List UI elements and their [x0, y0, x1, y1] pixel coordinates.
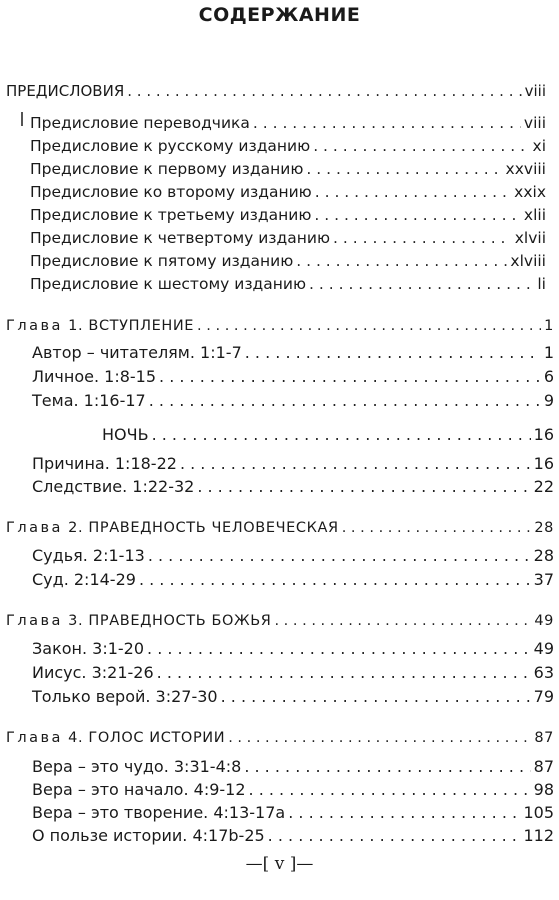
chapter-prefix: Глава: [6, 730, 63, 746]
leader-dots: [315, 181, 511, 203]
chapter-title: 4. ГОЛОС ИСТОРИИ: [68, 730, 226, 746]
toc-section-prefaces[interactable]: [6, 80, 546, 102]
toc-label: Предисловие к пятому изданию: [30, 252, 294, 270]
toc-label: [6, 610, 271, 632]
leader-dots: [244, 756, 530, 778]
toc-label: [6, 727, 225, 749]
toc-label: Предисловие к четвертому изданию: [30, 229, 331, 247]
toc-page-number: 87: [533, 757, 554, 776]
toc-entry[interactable]: [32, 366, 554, 388]
toc-entry[interactable]: [32, 342, 554, 364]
toc-page-number: 105: [523, 803, 554, 822]
toc-page-number: 28: [533, 546, 554, 565]
toc-label: Личное. 1:8-15: [32, 367, 157, 386]
toc-chapter-3[interactable]: [6, 610, 554, 632]
leader-dots: [253, 112, 521, 134]
toc-label: Вера – это начало. 4:9-12: [32, 780, 246, 799]
leader-dots: [306, 158, 502, 180]
leader-dots: [228, 727, 531, 749]
toc-label: Предисловие переводчика: [30, 114, 250, 132]
toc-label: Причина. 1:18-22: [32, 454, 177, 473]
toc-entry[interactable]: [30, 181, 546, 203]
toc-page-number: 98: [533, 780, 554, 799]
leader-dots: [313, 135, 529, 157]
toc-entry[interactable]: [32, 569, 554, 591]
toc-label: Предисловие к русскому изданию: [30, 137, 311, 155]
toc-label: Автор – читателям. 1:1-7: [32, 343, 242, 362]
toc-entry[interactable]: [30, 204, 546, 226]
toc-entry[interactable]: [30, 227, 546, 249]
leader-dots: [333, 227, 512, 249]
toc-page-number: 28: [534, 520, 554, 536]
toc-page-number: 37: [533, 570, 554, 589]
leader-dots: [180, 453, 531, 475]
toc-label: НОЧЬ: [102, 425, 149, 444]
toc-page-number: 9: [543, 391, 554, 410]
toc-label: Предисловие ко второму изданию: [30, 183, 312, 201]
leader-dots: [197, 315, 541, 337]
toc-entry[interactable]: [32, 453, 554, 475]
toc-page-number: 63: [533, 663, 554, 682]
toc-label: Судья. 2:1-13: [32, 546, 145, 565]
toc-entry[interactable]: [32, 825, 554, 847]
toc-page-number: xlii: [523, 206, 546, 224]
leader-dots: [309, 273, 534, 295]
toc-label: Суд. 2:14-29: [32, 570, 136, 589]
leader-dots: [274, 610, 531, 632]
toc-label: Вера – это творение. 4:13-17a: [32, 803, 286, 822]
toc-page-number: xlvii: [514, 229, 546, 247]
toc-label: Предисловие к третьему изданию: [30, 206, 312, 224]
toc-label: Тема. 1:16-17: [32, 391, 146, 410]
leader-dots: [342, 517, 532, 539]
toc-entry[interactable]: [32, 662, 554, 684]
toc-label: [6, 315, 194, 337]
toc-page-number: viii: [523, 114, 546, 132]
leader-dots: [152, 424, 531, 446]
toc-page-number: 1: [544, 318, 554, 334]
chapter-title: 3. ПРАВЕДНОСТЬ БОЖЬЯ: [68, 613, 272, 629]
toc-page-number: 16: [533, 454, 554, 473]
toc-entry[interactable]: [30, 250, 546, 272]
toc-page-number: li: [537, 275, 546, 293]
toc-label: О пользе истории. 4:17b-25: [32, 826, 265, 845]
toc-page-number: 112: [523, 826, 554, 845]
toc-page-number: 49: [533, 639, 554, 658]
toc-chapter-4[interactable]: [6, 727, 554, 749]
leader-dots: [159, 366, 541, 388]
leader-dots: [245, 342, 541, 364]
margin-mark: [21, 112, 23, 126]
chapter-title: 2. ПРАВЕДНОСТЬ ЧЕЛОВЕЧЕСКАЯ: [68, 520, 339, 536]
leader-dots: [268, 825, 521, 847]
toc-label: Предисловие к первому изданию: [30, 160, 304, 178]
toc-label: Иисус. 3:21-26: [32, 663, 154, 682]
leader-dots: [197, 476, 530, 498]
toc-entry[interactable]: [30, 158, 546, 180]
chapter-prefix: Глава: [6, 613, 63, 629]
leader-dots: [296, 250, 507, 272]
leader-dots: [148, 545, 531, 567]
leader-dots: [314, 204, 521, 226]
toc-page-number: xlviii: [510, 252, 546, 270]
toc-chapter-1[interactable]: [6, 315, 554, 337]
leader-dots: [149, 390, 541, 412]
leader-dots: [221, 686, 531, 708]
leader-dots: [288, 802, 520, 824]
leader-dots: [127, 80, 521, 102]
toc-entry[interactable]: [32, 802, 554, 824]
toc-entry[interactable]: [32, 390, 554, 412]
toc-label: Закон. 3:1-20: [32, 639, 145, 658]
toc-entry[interactable]: [30, 112, 546, 134]
toc-page-number: 6: [543, 367, 554, 386]
toc-label: ПРЕДИСЛОВИЯ: [6, 82, 125, 100]
leader-dots: [139, 569, 531, 591]
toc-label: [6, 517, 339, 539]
toc-entry[interactable]: [30, 135, 546, 157]
chapter-prefix: Глава: [6, 318, 63, 334]
toc-entry[interactable]: [32, 779, 554, 801]
toc-page-number: xxviii: [505, 160, 546, 178]
toc-page-number: xi: [532, 137, 546, 155]
toc-label: Следствие. 1:22-32: [32, 477, 195, 496]
toc-page-number: 22: [533, 477, 554, 496]
toc-page-number: viii: [524, 82, 546, 100]
toc-entry[interactable]: [102, 424, 554, 446]
chapter-prefix: Глава: [6, 520, 63, 536]
toc-entry[interactable]: [32, 756, 554, 778]
toc-chapter-2[interactable]: [6, 517, 554, 539]
page-number-footer: —[ v ]—: [245, 854, 314, 874]
toc-page-number: 79: [533, 687, 554, 706]
toc-entry[interactable]: [32, 686, 554, 708]
chapter-title: 1. ВСТУПЛЕНИЕ: [68, 318, 195, 334]
toc-entry[interactable]: [32, 638, 554, 660]
toc-page-number: 16: [533, 425, 554, 444]
toc-label: Предисловие к шестому изданию: [30, 275, 307, 293]
toc-label: Только верой. 3:27-30: [32, 687, 218, 706]
leader-dots: [249, 779, 531, 801]
leader-dots: [157, 662, 531, 684]
toc-entry[interactable]: [32, 545, 554, 567]
toc-page-number: 49: [534, 613, 554, 629]
page-title: СОДЕРЖАНИЕ: [198, 4, 361, 26]
toc-label: Вера – это чудо. 3:31-4:8: [32, 757, 242, 776]
toc-entry[interactable]: [30, 273, 546, 295]
toc-page-number: 87: [534, 730, 554, 746]
toc-page-number: 1: [543, 343, 554, 362]
toc-entry[interactable]: [32, 476, 554, 498]
toc-page-number: xxix: [514, 183, 546, 201]
leader-dots: [147, 638, 531, 660]
